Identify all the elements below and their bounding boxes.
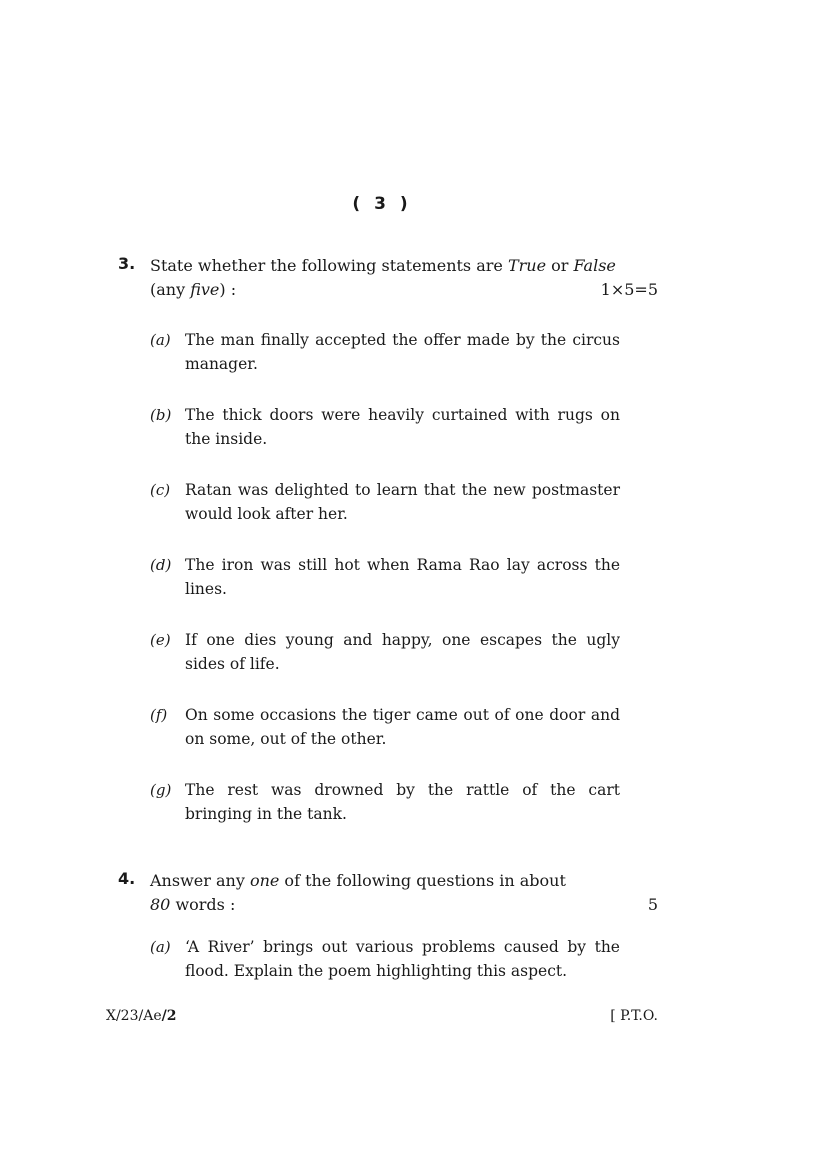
marks: 5 [647, 895, 658, 914]
stem-words: words : [170, 895, 236, 914]
stem-five: five [190, 280, 220, 299]
list-item [150, 328, 620, 376]
list-item [150, 935, 620, 983]
paper-code-a: X/23/Ae [106, 1008, 162, 1024]
item-label: (a) [150, 938, 171, 956]
item-text: On some occasions the tiger came out of one door and on some, out of the other. [185, 706, 620, 748]
stem-line-1 [150, 254, 658, 278]
page-footer [106, 1008, 658, 1024]
stem-any: (any [150, 280, 191, 299]
item-text: Ratan was delighted to learn that the new postmaster would look after her. [185, 481, 620, 523]
page-number: ( 3 ) [352, 194, 412, 214]
list-item [150, 553, 620, 601]
item-text: The thick doors were heavily curtained with rugs on the inside. [185, 406, 620, 448]
stem-false: False [573, 256, 616, 275]
item-label: (f) [150, 706, 168, 724]
list-item [150, 703, 620, 751]
stem-text-2: of the following questions in about [279, 871, 566, 890]
item-label: (d) [150, 556, 172, 574]
item-text: The iron was still hot when Rama Rao lay across the lines. [185, 556, 620, 598]
question-3 [118, 254, 658, 853]
item-label: (b) [150, 406, 172, 424]
stem-line-2 [150, 278, 658, 302]
list-item [150, 628, 620, 676]
stem-80: 80 [150, 895, 171, 914]
pto-label: [ P.T.O. [610, 1008, 658, 1024]
stem-colon: ) : [219, 280, 237, 299]
stem-line-2 [150, 893, 658, 917]
list-item [150, 778, 620, 826]
item-list [150, 328, 620, 826]
item-label: (g) [150, 781, 172, 799]
item-text: ‘A River’ brings out various problems caused by the flood. Explain the poem highlighting this aspect. [185, 938, 620, 980]
question-4 [118, 869, 658, 1010]
paper-code [106, 1008, 176, 1024]
question-number: 3. [118, 254, 136, 273]
stem-true: True [507, 256, 547, 275]
marks: 1×5=5 [600, 280, 658, 299]
question-number: 4. [118, 869, 136, 888]
question-stem [150, 869, 658, 917]
stem-text: Answer any [150, 871, 250, 890]
item-text: The rest was drowned by the rattle of the cart bringing in the tank. [185, 781, 620, 823]
paper-code-b: /2 [161, 1008, 177, 1024]
item-label: (a) [150, 331, 171, 349]
stem-one: one [249, 871, 280, 890]
stem-line-1 [150, 869, 620, 893]
list-item [150, 403, 620, 451]
item-text: The man finally accepted the offer made by the circus manager. [185, 331, 620, 373]
item-label: (c) [150, 481, 171, 499]
question-stem [150, 254, 658, 302]
list-item [150, 478, 620, 526]
item-label: (e) [150, 631, 171, 649]
stem-or: or [546, 256, 574, 275]
item-text: If one dies young and happy, one escapes the ugly sides of life. [185, 631, 620, 673]
stem-text: State whether the following statements are [150, 256, 508, 275]
item-list [150, 935, 620, 983]
